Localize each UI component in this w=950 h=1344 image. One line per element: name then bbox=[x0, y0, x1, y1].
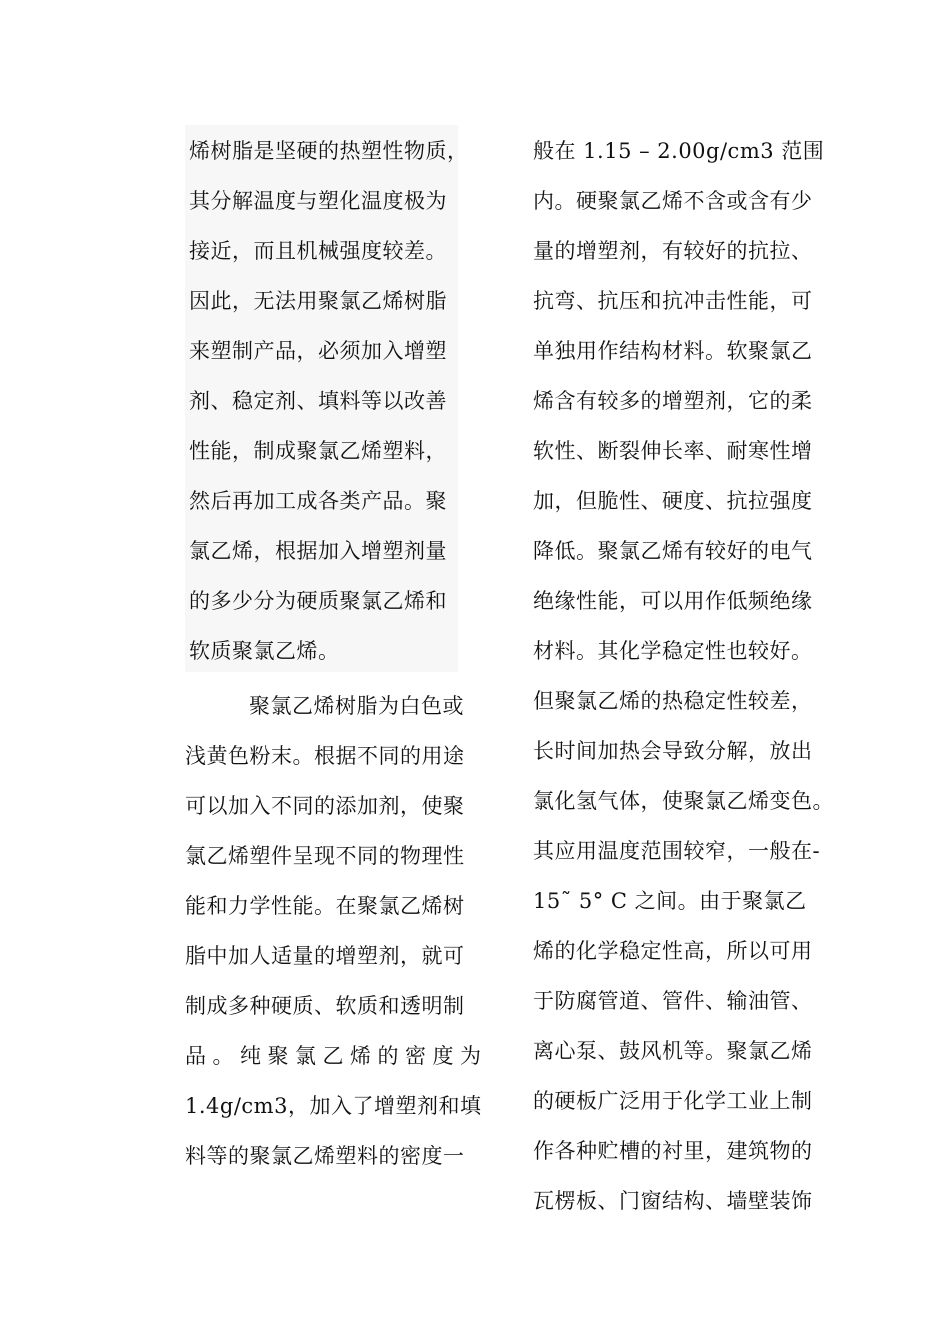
text-line: 氯乙烯，根据加入增塑剂量 bbox=[189, 539, 447, 563]
text-line: 长时间加热会导致分解，放出 bbox=[533, 739, 813, 763]
text-line: 于防腐管道、管件、输油管、 bbox=[533, 989, 813, 1013]
text-line: 作各种贮槽的衬里，建筑物的 bbox=[533, 1139, 813, 1163]
text-line: 因此，无法用聚氯乙烯树脂 bbox=[189, 289, 447, 313]
text-line: 内。硬聚氯乙烯不含或含有少 bbox=[533, 189, 813, 213]
text-line: 能和力学性能。在聚氯乙烯树 bbox=[185, 894, 465, 918]
text-line: 接近，而且机械强度较差。 bbox=[189, 239, 447, 263]
text-line: 离心泵、鼓风机等。聚氯乙烯 bbox=[533, 1039, 813, 1063]
text-line: 来塑制产品，必须加入增塑 bbox=[189, 339, 447, 363]
text-line: 氯化氢气体，使聚氯乙烯变色。 bbox=[533, 789, 834, 813]
text-line: 制成多种硬质、软质和透明制 bbox=[185, 994, 465, 1018]
text-line: 可以加入不同的添加剂，使聚 bbox=[185, 794, 465, 818]
text-line: 料等的聚氯乙烯塑料的密度一 bbox=[185, 1144, 465, 1168]
text-line: 烯含有较多的增塑剂，它的柔 bbox=[533, 389, 813, 413]
paragraph-first-line: 聚氯乙烯树脂为白色或 bbox=[249, 694, 464, 718]
text-line: 烯的化学稳定性高，所以可用 bbox=[533, 939, 813, 963]
text-line: 浅黄色粉末。根据不同的用途 bbox=[185, 744, 465, 768]
text-line: 然后再加工成各类产品。聚 bbox=[189, 489, 447, 513]
text-line: 软质聚氯乙烯。 bbox=[189, 639, 340, 663]
text-line: 降低。聚氯乙烯有较好的电气 bbox=[533, 539, 813, 563]
text-line: 单独用作结构材料。软聚氯乙 bbox=[533, 339, 813, 363]
text-line: 品。纯聚氯乙烯的密度为 bbox=[185, 1044, 488, 1068]
text-line: 的多少分为硬质聚氯乙烯和 bbox=[189, 589, 447, 613]
text-line: 剂、稳定剂、填料等以改善 bbox=[189, 389, 447, 413]
text-line: 绝缘性能，可以用作低频绝缘 bbox=[533, 589, 813, 613]
text-line: 其应用温度范围较窄，一般在- bbox=[533, 839, 821, 863]
text-line: 的硬板广泛用于化学工业上制 bbox=[533, 1089, 813, 1113]
text-line: 烯树脂是坚硬的热塑性物质， bbox=[189, 139, 469, 163]
text-line: 般在 1.15 – 2.00g/cm3 范围 bbox=[533, 139, 825, 163]
text-line: 加，但脆性、硬度、抗拉强度 bbox=[533, 489, 813, 513]
text-line: 材料。其化学稳定性也较好。 bbox=[533, 639, 813, 663]
text-line: 量的增塑剂，有较好的抗拉、 bbox=[533, 239, 813, 263]
text-line: 其分解温度与塑化温度极为 bbox=[189, 189, 447, 213]
text-line: 氯乙烯塑件呈现不同的物理性 bbox=[185, 844, 465, 868]
text-line: 性能，制成聚氯乙烯塑料， bbox=[189, 439, 447, 463]
text-line: 脂中加人适量的增塑剂，就可 bbox=[185, 944, 465, 968]
text-line: 抗弯、抗压和抗冲击性能，可 bbox=[533, 289, 813, 313]
text-line: 软性、断裂伸长率、耐寒性增 bbox=[533, 439, 813, 463]
text-line: 1.4g/cm3，加入了增塑剂和填 bbox=[185, 1094, 482, 1118]
text-line: 15˜ 5° C 之间。由于聚氯乙 bbox=[533, 889, 807, 913]
text-line: 但聚氯乙烯的热稳定性较差， bbox=[533, 689, 813, 713]
text-line: 瓦楞板、门窗结构、墙壁装饰 bbox=[533, 1189, 813, 1213]
